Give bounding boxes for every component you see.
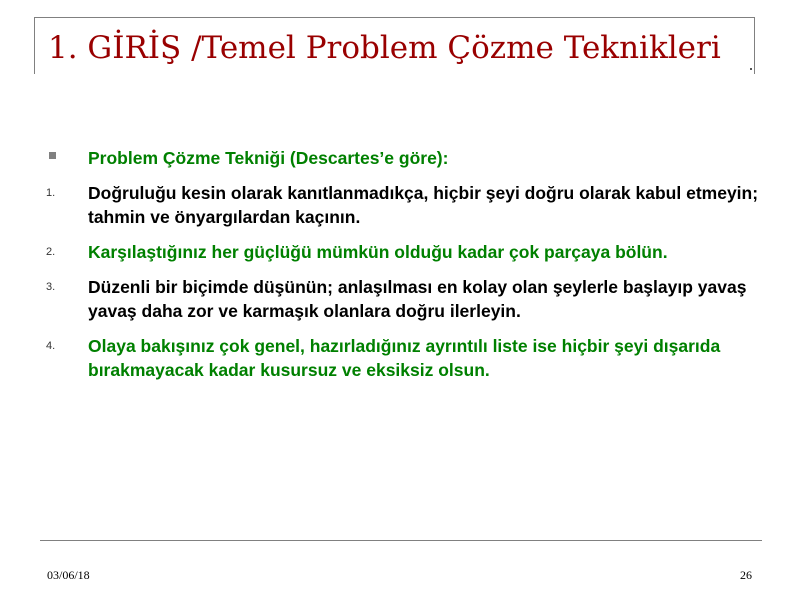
list-item-3 bbox=[46, 275, 761, 323]
slide-title: 1. GİRİŞ /Temel Problem Çözme Teknikleri bbox=[48, 30, 721, 66]
list-item-2 bbox=[46, 240, 761, 264]
slide-content bbox=[46, 146, 761, 393]
list-item-text: Olaya bakışınız çok genel, hazırladığınız ayrıntılı liste ise hiçbir şeyi dışarıda bırakmayacak kadar kusursuz ve eksiksiz olsun. bbox=[88, 336, 721, 380]
footer-divider bbox=[40, 540, 762, 541]
list-item-1 bbox=[46, 181, 761, 229]
list-item-text: Karşılaştığınız her güçlüğü mümkün olduğu kadar çok parçaya bölün. bbox=[88, 242, 668, 262]
list-number: 4. bbox=[46, 340, 56, 352]
list-item-text: Düzenli bir biçimde düşünün; anlaşılması en kolay olan şeylerle başlayıp yavaş yavaş daha zor ve karmaşık olanlara doğru ilerleyin. bbox=[88, 277, 747, 321]
page-number: 26 bbox=[740, 568, 752, 582]
decorative-dot bbox=[750, 68, 752, 70]
title-frame-right bbox=[754, 17, 755, 74]
list-number: 3. bbox=[46, 281, 56, 293]
square-bullet-icon bbox=[49, 152, 56, 159]
list-item-4 bbox=[46, 334, 761, 382]
title-frame-left bbox=[34, 17, 35, 74]
bullet-heading bbox=[46, 146, 761, 170]
bullet-heading-text: Problem Çözme Tekniği (Descartes’e göre): bbox=[88, 148, 449, 168]
list-number: 1. bbox=[46, 187, 56, 199]
footer-date: 03/06/18 bbox=[47, 568, 90, 582]
title-frame-top bbox=[34, 17, 755, 18]
list-number: 2. bbox=[46, 246, 56, 258]
list-item-text: Doğruluğu kesin olarak kanıtlanmadıkça, hiçbir şeyi doğru olarak kabul etmeyin; tahmin ve önyargılardan kaçının. bbox=[88, 183, 759, 227]
